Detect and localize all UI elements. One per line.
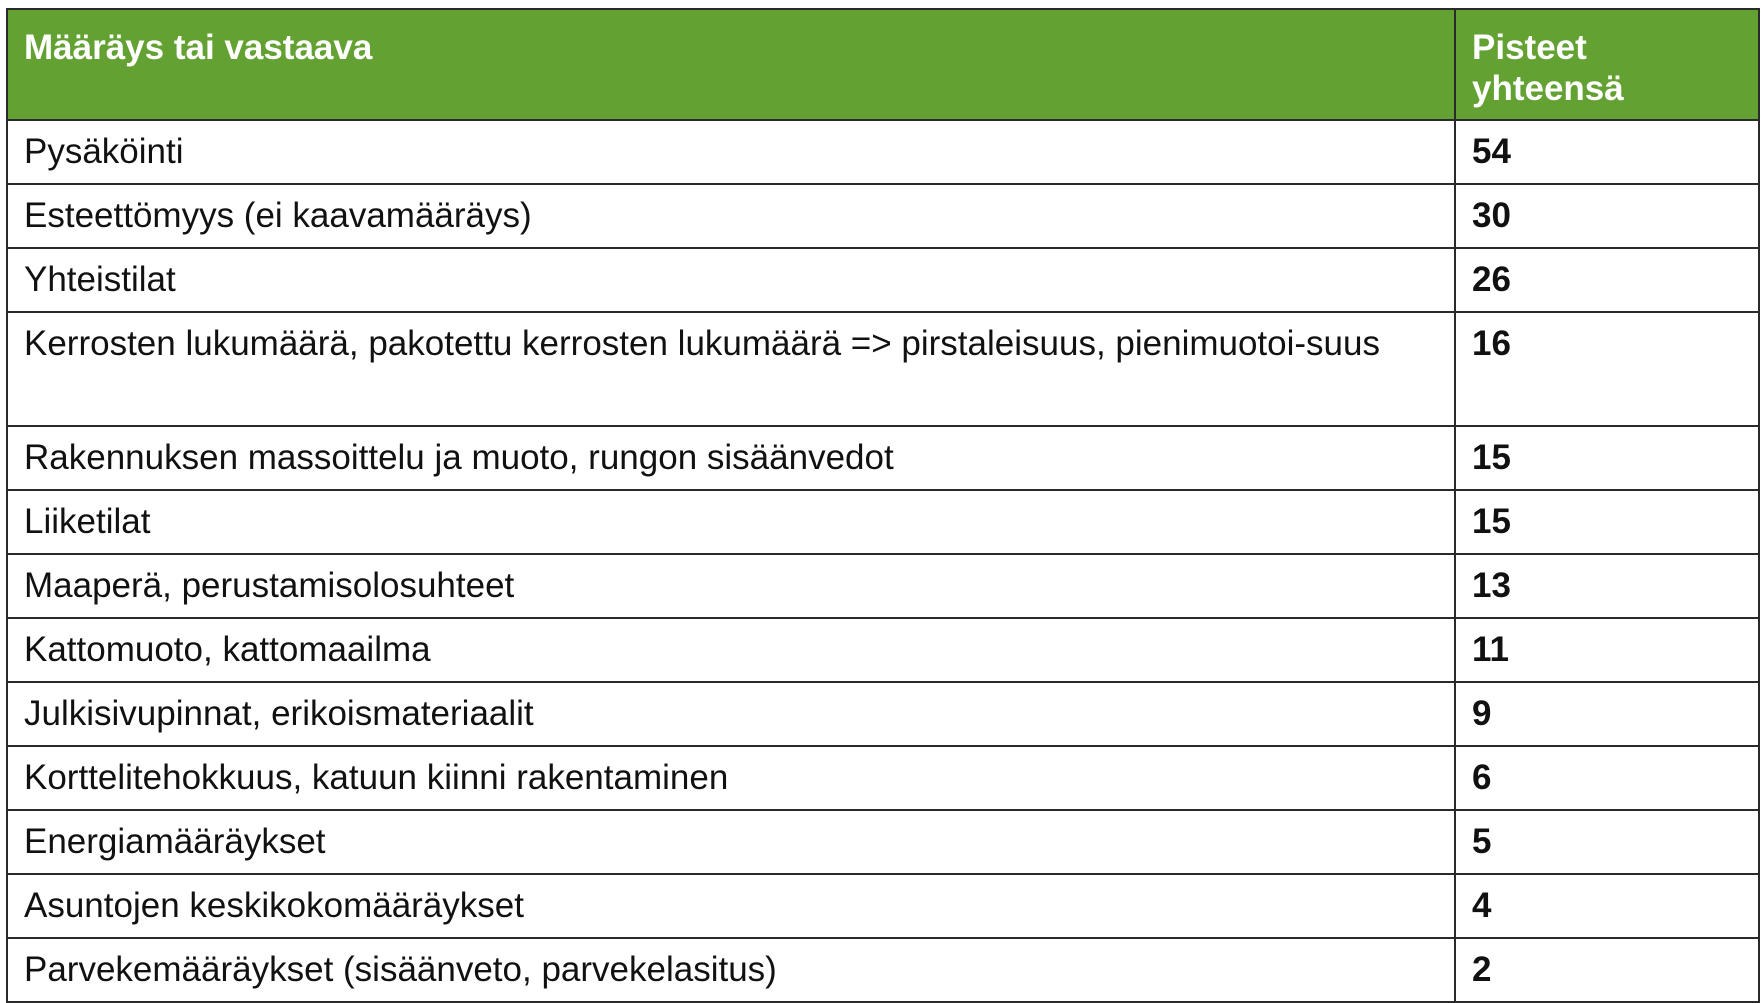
table-row [7, 618, 1759, 682]
points-cell: 5 [1455, 810, 1759, 874]
requirement-cell: Pysäköinti [7, 120, 1455, 184]
table-row [7, 554, 1759, 618]
points-table [6, 8, 1760, 1003]
header-points-total: Pisteet yhteensä [1455, 9, 1759, 120]
points-cell: 16 [1455, 312, 1759, 426]
table-row [7, 874, 1759, 938]
requirement-cell: Yhteistilat [7, 248, 1455, 312]
requirement-cell: Esteettömyys (ei kaavamääräys) [7, 184, 1455, 248]
table-row [7, 682, 1759, 746]
table-body [7, 120, 1759, 1002]
points-cell: 9 [1455, 682, 1759, 746]
table-row [7, 746, 1759, 810]
points-cell: 6 [1455, 746, 1759, 810]
requirement-cell: Rakennuksen massoittelu ja muoto, rungon sisäänvedot [7, 426, 1455, 490]
table-row [7, 426, 1759, 490]
requirement-cell: Asuntojen keskikokomääräykset [7, 874, 1455, 938]
requirement-cell: Kattomuoto, kattomaailma [7, 618, 1455, 682]
table-row [7, 184, 1759, 248]
table-row [7, 120, 1759, 184]
points-cell: 54 [1455, 120, 1759, 184]
requirement-cell: Kerrosten lukumäärä, pakotettu kerrosten lukumäärä => pirstaleisuus, pienimuotoi-suus [7, 312, 1455, 426]
table-row [7, 490, 1759, 554]
points-table-container [6, 8, 1758, 1003]
requirement-cell: Parvekemääräykset (sisäänveto, parvekelasitus) [7, 938, 1455, 1002]
points-cell: 15 [1455, 426, 1759, 490]
points-cell: 26 [1455, 248, 1759, 312]
requirement-cell: Maaperä, perustamisolosuhteet [7, 554, 1455, 618]
points-cell: 30 [1455, 184, 1759, 248]
table-row [7, 810, 1759, 874]
table-header [7, 9, 1759, 120]
points-cell: 13 [1455, 554, 1759, 618]
requirement-cell: Julkisivupinnat, erikoismateriaalit [7, 682, 1455, 746]
requirement-cell: Liiketilat [7, 490, 1455, 554]
requirement-cell: Energiamääräykset [7, 810, 1455, 874]
points-cell: 2 [1455, 938, 1759, 1002]
points-cell: 4 [1455, 874, 1759, 938]
header-row [7, 9, 1759, 120]
table-row [7, 938, 1759, 1002]
table-row [7, 312, 1759, 426]
points-cell: 15 [1455, 490, 1759, 554]
header-requirement: Määräys tai vastaava [7, 9, 1455, 120]
points-cell: 11 [1455, 618, 1759, 682]
requirement-cell: Korttelitehokkuus, katuun kiinni rakentaminen [7, 746, 1455, 810]
table-row [7, 248, 1759, 312]
